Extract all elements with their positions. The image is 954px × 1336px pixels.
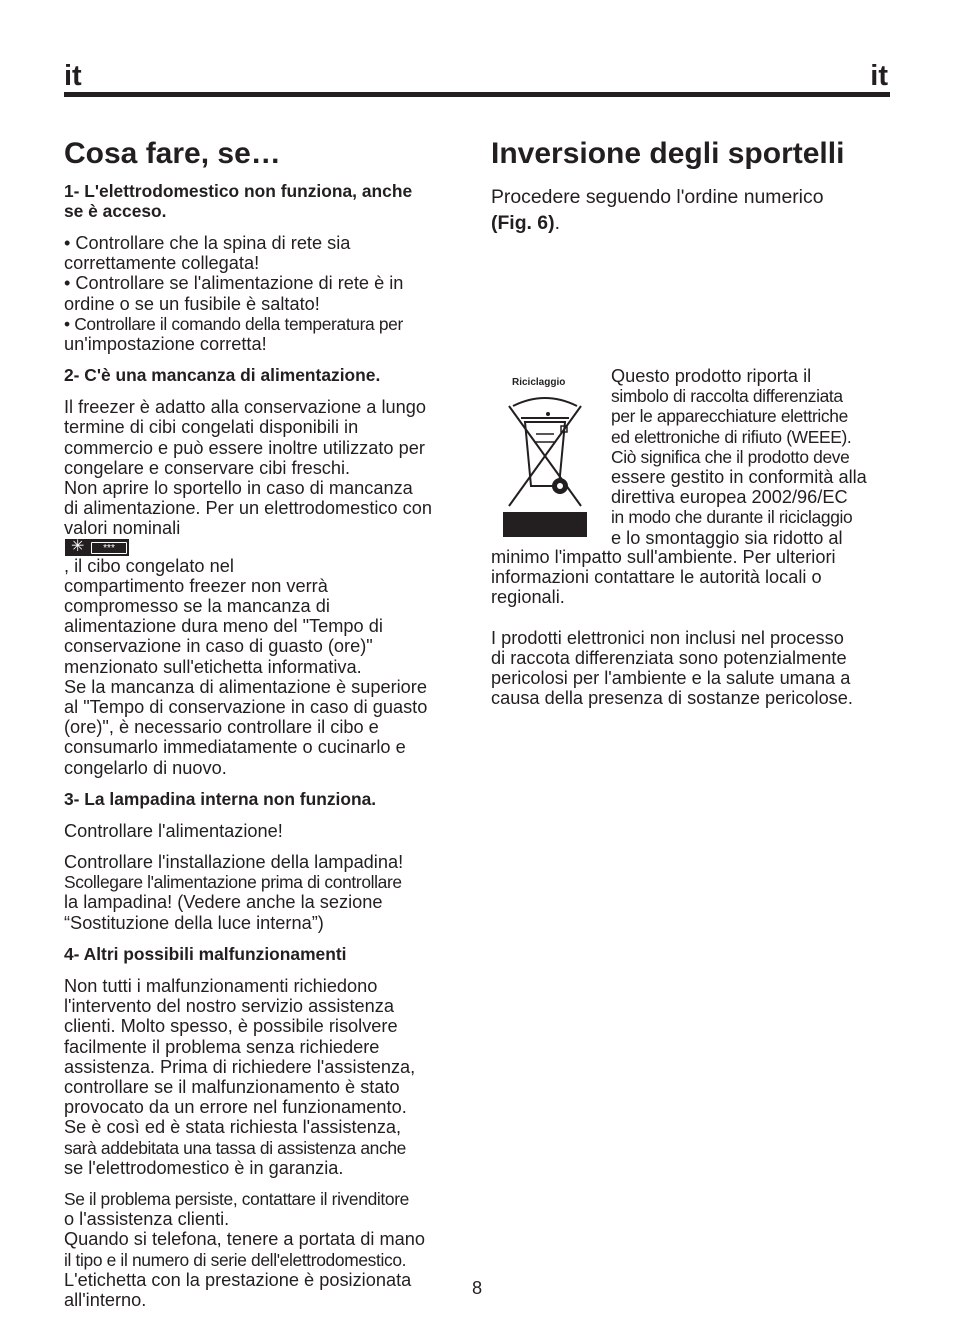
problem-1-heading: 1- L'elettrodomestico non funziona, anche se è acceso. — [64, 181, 413, 221]
section-title-troubleshooting: Cosa fare, se… — [64, 137, 281, 170]
section-title-door-reversal: Inversione degli sportelli — [491, 137, 845, 170]
header-rule — [64, 92, 890, 97]
figure-reference: (Fig. 6) — [491, 212, 555, 234]
problem-3-text: Controllare l'installazione della lampadina! Scollegare l'alimentazione prima di controllare la lampadina! (Vedere anche la sezione “Sostituzione della luce interna”) — [64, 852, 404, 933]
crossed-out-wheeled-bin-icon — [503, 390, 587, 510]
door-reversal-column — [491, 134, 891, 236]
weee-text-side: Questo prodotto riporta il simbolo di raccolta differenziata per le apparecchiature elettriche ed elettroniche di rifiuto (WEEE). Ciò significa che il prodotto deve essere gestito in conformità alla direttiva europea 2002/96/EC in modo che durante il riciclaggio e lo smontaggio sia ridotto al — [611, 366, 867, 548]
language-tag-left: it — [64, 60, 82, 92]
problem-3-check-power: Controllare l'alimentazione! — [64, 820, 283, 841]
problem-3-heading: 3- La lampadina interna non funziona. — [64, 788, 377, 809]
problem-2-text: Il freezer è adatto alla conservazione a lungo termine di cibi congelati disponibili in commercio e può essere inoltre utilizzato per congelare e conservare cibi freschi. Non aprire lo sportello in caso di mancanza di alimentazione. Per un elettrodomestico con valori nominali ✳ *** , il cibo congelato nel compartimento freezer non verrà compromesso se la mancanza di alimentazione dura meno del "Tempo di conservazione in caso di guasto (ore)" menzionato sull'etichetta informativa. Se la mancanza di alimentazione è superiore al "Tempo di conservazione in caso di guasto (ore)", è necessario controllare il cibo e consumarlo immediatamente o cucinarlo e congelarlo di nuovo. — [64, 397, 464, 778]
troubleshooting-column — [64, 134, 464, 1321]
problem-4-text: Non tutti i malfunzionamenti richiedono l'intervento del nostro servizio assistenza clienti. Molto spesso, è possibile risolvere facilmente il problema senza richiedere assistenza. Prima di richiedere l'assistenza, controllare se il malfunzionamento è stato provocato da un errore nel funzionamento. Se è così ed è stata richiesta l'assistenza, sarà addebitata una tassa di assistenza anche se l'elettrodomestico è in garanzia. — [64, 975, 416, 1178]
recycling-symbol — [503, 374, 593, 534]
door-reversal-intro: Procedere seguendo l'ordine numerico (Fig. 6). — [491, 186, 824, 234]
problem-4-heading: 4- Altri possibili malfunzionamenti — [64, 943, 347, 964]
recycling-label: Riciclaggio — [512, 377, 566, 388]
hazardous-substances-text: I prodotti elettronici non inclusi nel processo di raccota differenziata sono potenzialmente pericolosi per l'ambiente e la salute umana a causa della presenza di sostanze pericolose. — [491, 627, 853, 709]
problem-1-checklist: • Controllare che la spina di rete sia correttamente collegata! • Controllare se l'alimentazione di rete è in ordine o se un fusibile è saltato! • Controllare il comando della temperatura per un'impostazione corretta! — [64, 233, 404, 355]
language-tag-right: it — [870, 60, 888, 92]
page-number: 8 — [471, 1278, 483, 1298]
weee-text-full: minimo l'impatto sull'ambiente. Per ulteriori informazioni contattare le autorità locali o regionali. I prodotti elettronici non inclusi nel processo di raccota differenziata sono potenzialmente pericolosi per l'ambiente e la salute umana a causa della presenza di sostanze pericolose. — [491, 547, 891, 719]
four-star-freezer-rating-icon: ✳ *** — [65, 539, 129, 556]
collection-date-bar — [503, 512, 587, 537]
contact-service-text: Se il problema persiste, contattare il rivenditore o l'assistenza clienti. Quando si telefona, tenere a portata di mano il tipo e il numero di serie dell'elettrodomestico. L'etichetta con la prestazione è posizionata all'interno. — [64, 1188, 425, 1310]
rating-line: valori nominali ✳ *** , il cibo congelato nel — [64, 518, 234, 576]
problem-2-heading: 2- C'è una mancanza di alimentazione. — [64, 365, 381, 386]
